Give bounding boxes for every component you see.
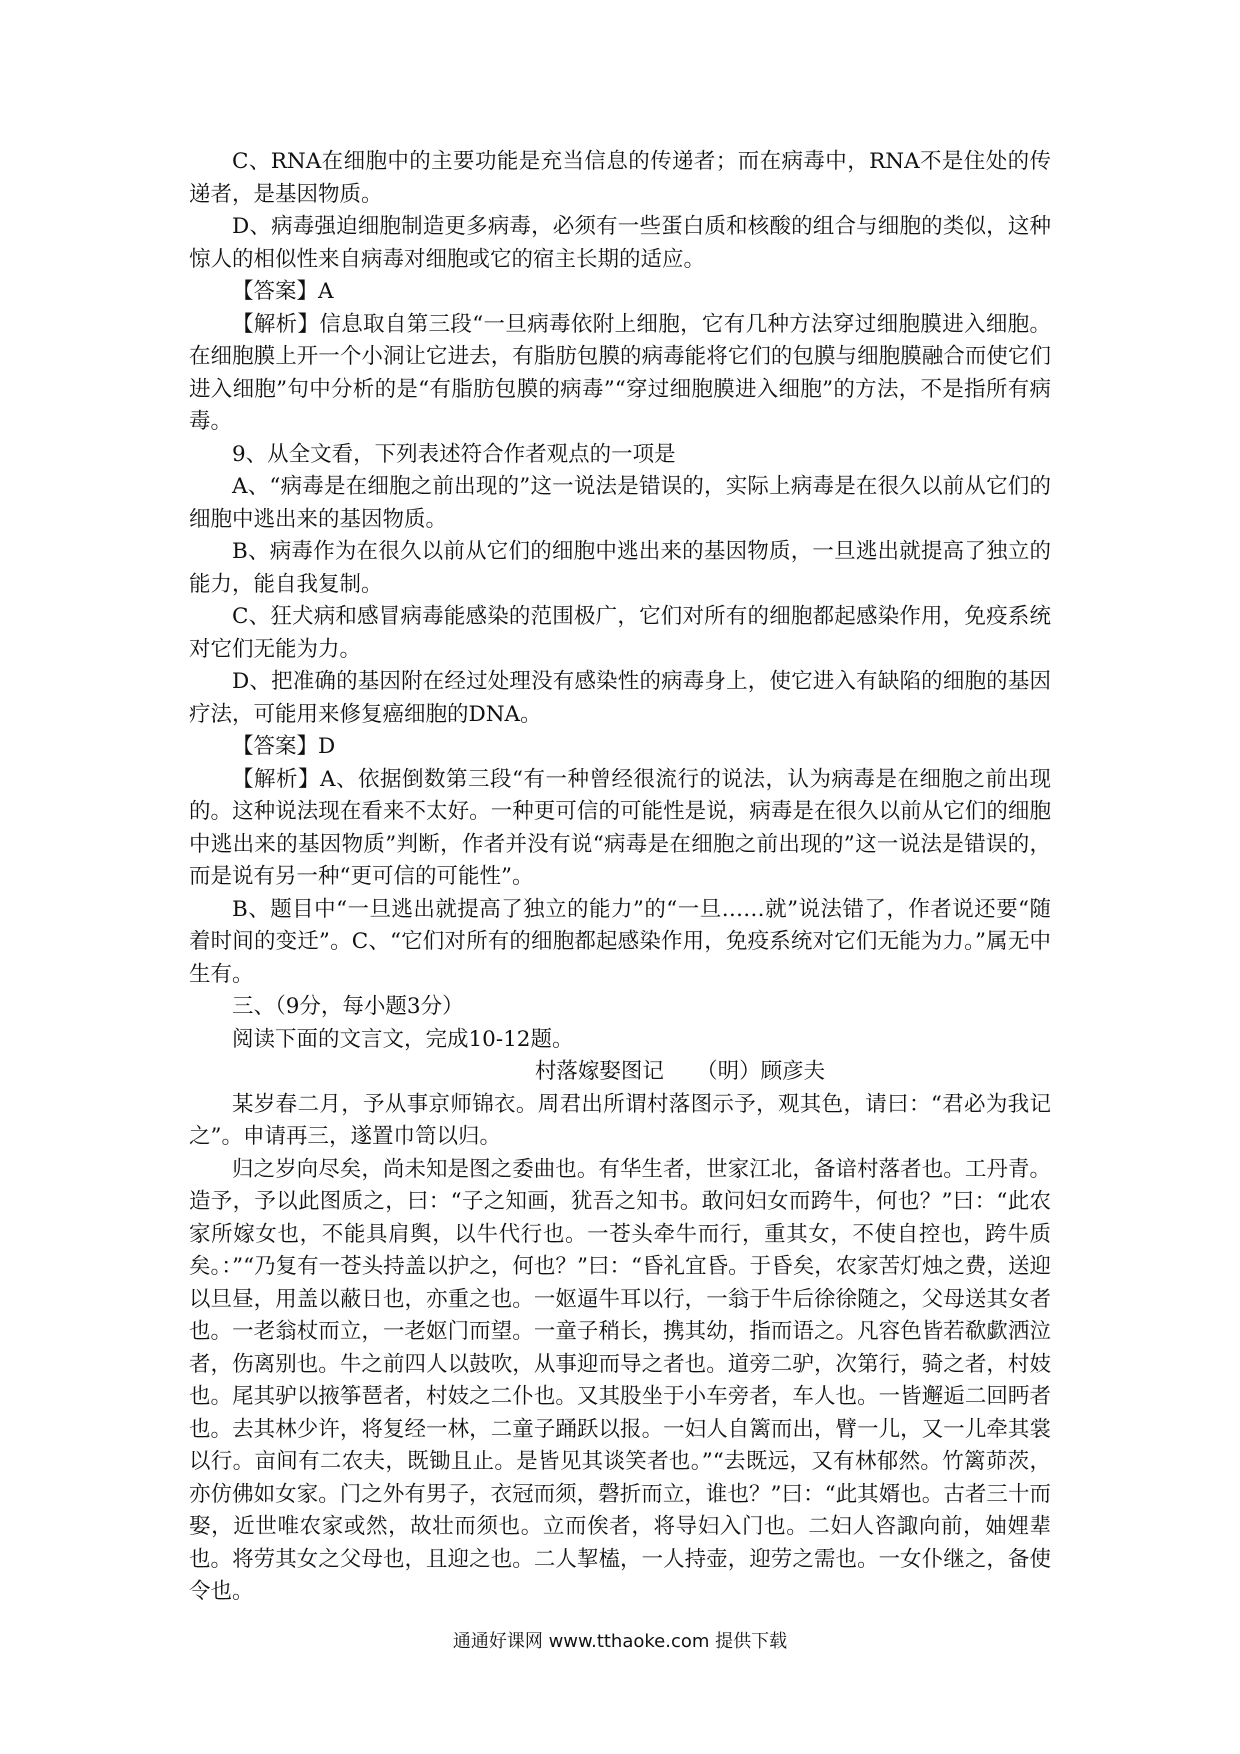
answer-8: 【答案】A	[232, 279, 334, 304]
analysis-9bc: B、题目中“一旦逃出就提高了独立的能力”的“一旦……就”说法错了，作者说还要“随着时间的变迁”。C、“它们对所有的细胞都起感染作用，免疫系统对它们无能为力。”属无中生有。	[189, 896, 1051, 987]
option-9b: B、病毒作为在很久以前从它们的细胞中逃出来的基因物质，一旦逃出就提高了独立的能力，能自我复制。	[189, 539, 1051, 597]
passage-title: 村落嫁娶图记 （明）顾彦夫	[534, 1059, 826, 1084]
question-9: 9、从全文看，下列表述符合作者观点的一项是	[232, 441, 676, 467]
option-9d: D、把准确的基因附在经过处理没有感染性的病毒身上，使它进入有缺陷的细胞的基因疗法，可能用来修复癌细胞的DNA。	[189, 669, 1051, 727]
section-3-instruction: 阅读下面的文言文，完成10-12题。	[232, 1026, 574, 1052]
option-8c: C、RNA在细胞中的主要功能是充当信息的传递者；而在病毒中，RNA不是住处的传递者，是基因物质。	[189, 149, 1051, 207]
analysis-9a: 【解析】A、依据倒数第三段“有一种曾经很流行的说法，认为病毒是在细胞之前出现的。这种说法现在看来不太好。一种更可信的可能性是说，病毒是在很久以前从它们的细胞中逃出来的基因物质”判断，作者并没有说“病毒是在细胞之前出现的”这一说法是错误的，而是说有另一种“更可信的可能性”。	[189, 766, 1051, 889]
passage-paragraph-2: 归之岁向尽矣，尚未知是图之委曲也。有华生者，世家江北，备谙村落者也。工丹青。造予，予以此图质之，曰：“子之知画，犹吾之知书。敢问妇女而跨牛，何也？”曰：“此农家所嫁女也，不能具肩舆，以牛代行也。一苍头牵牛而行，重其女，不使自控也，跨牛质矣。：”“乃复有一苍头持盖以护之，何也？”曰：“昏礼宜昏。于昏矣，农家苦灯烛之费，送迎以旦昼，用盖以蔽日也，亦重之也。一妪逼牛耳以行，一翁于牛后徐徐随之，父母送其女者也。一老翁杖而立，一老妪门而望。一童子稍长，携其幼，指而语之。凡容色皆若欷歔洒泣者，伤离别也。牛之前四人以鼓吹，从事迎而导之者也。道旁二驴，次第行，骑之者，村妓也。尾其驴以掖筝琶者，村妓之二仆也。又其股坐于小车旁者，车人也。一皆邂逅二回眄者也。去其林少许，将复经一林，二童子踊跃以报。一妇人自篱而出，臂一儿，又一儿牵其裳以行。亩间有二农夫，既锄且止。是皆见其谈笑者也。”“去既远，又有林郁然。竹篱茆茨，亦仿佛如女家。门之外有男子，衣冠而须，磬折而立，谁也？”曰：“此其婿也。古者三十而娶，近世唯农家或然，故壮而须也。立而俟者，将导妇入门也。二妇人咨諏向前，妯娌辈也。将劳其女之父母也，且迎之也。二人挈榼，一人持壶，迎劳之需也。一女仆继之，备使令也。	[189, 1156, 1051, 1604]
option-9a: A、“病毒是在细胞之前出现的”这一说法是错误的，实际上病毒是在很久以前从它们的细胞中逃出来的基因物质。	[189, 474, 1051, 532]
answer-9: 【答案】D	[232, 734, 336, 759]
option-9c: C、狂犬病和感冒病毒能感染的范围极广，它们对所有的细胞都起感染作用，免疫系统对它们无能为力。	[189, 604, 1051, 662]
section-3-heading: 三、（9分，每小题3分）	[232, 994, 464, 1019]
analysis-8: 【解析】信息取自第三段“一旦病毒依附上细胞，它有几种方法穿过细胞膜进入细胞。在细胞膜上开一个小洞让它进去，有脂肪包膜的病毒能将它们的包膜与细胞膜融合而使它们进入细胞”句中分析的是“有脂肪包膜的病毒”“穿过细胞膜进入细胞”的方法，不是指所有病毒。	[189, 311, 1051, 434]
document-body	[189, 146, 1051, 1609]
option-8d: D、病毒强迫细胞制造更多病毒，必须有一些蛋白质和核酸的组合与细胞的类似，这种惊人的相似性来自病毒对细胞或它的宿主长期的适应。	[189, 214, 1051, 272]
page-footer: 通通好课网 www.tthaoke.com 提供下载	[452, 1631, 788, 1652]
passage-paragraph-1: 某岁春二月，予从事京师锦衣。周君出所谓村落图示予，观其色，请曰：“君必为我记之”。申请再三，遂置巾笥以归。	[189, 1091, 1051, 1149]
